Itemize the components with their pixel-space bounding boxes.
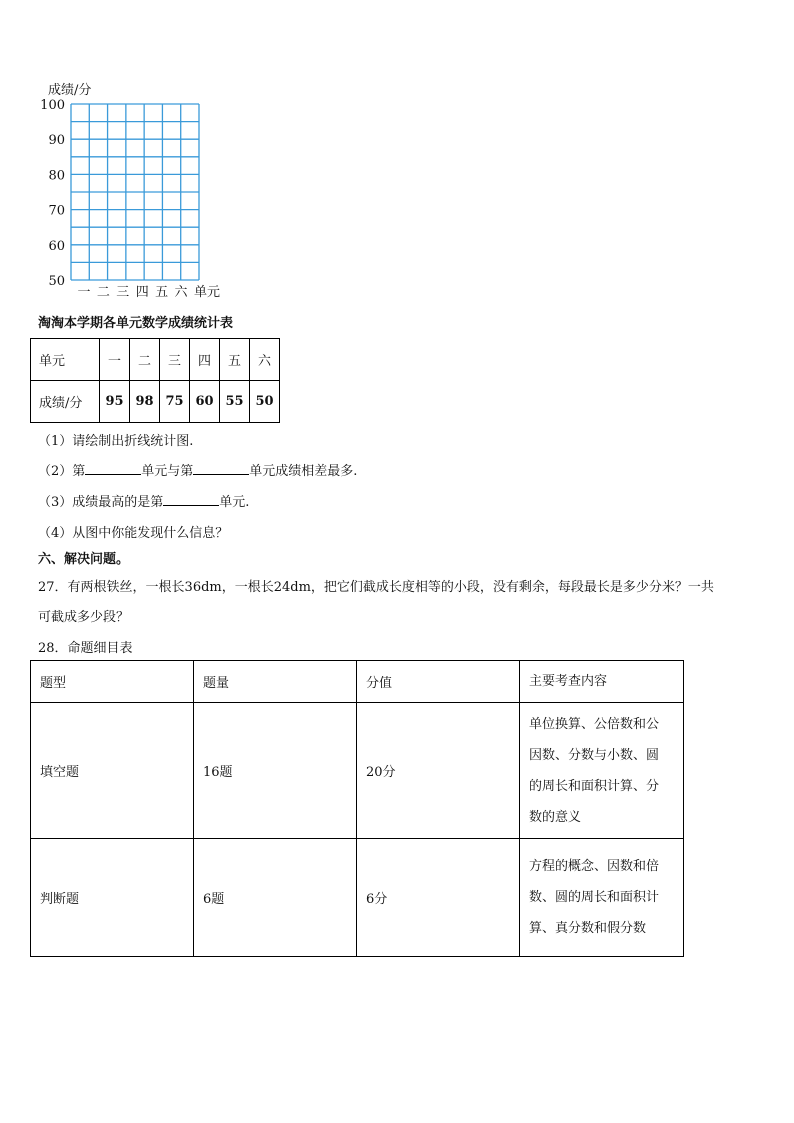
header-cell: 题量 <box>194 661 357 703</box>
unit-cell: 四 <box>190 339 220 381</box>
content-line: 算、真分数和假分数 <box>529 921 647 936</box>
table-row <box>31 703 684 839</box>
question-2-part-a: （2）第 <box>38 464 86 479</box>
table-row <box>31 839 684 957</box>
question-3-part-a: （3）成绩最高的是第 <box>38 495 164 510</box>
row-header-unit: 单元 <box>31 339 100 381</box>
content-cell <box>520 703 684 839</box>
unit-cell: 五 <box>220 339 250 381</box>
answer-blank[interactable] <box>85 462 141 475</box>
content-line: 方程的概念、因数和倍 <box>529 859 660 874</box>
content-cell <box>520 839 684 957</box>
question-3 <box>38 491 249 510</box>
question-2-part-c: 单元成绩相差最多. <box>249 464 358 479</box>
score-cell: 20分 <box>357 703 520 839</box>
x-tick-label: 三 <box>116 285 130 300</box>
y-tick-label: 70 <box>48 203 65 219</box>
score-cell: 98 <box>130 381 160 423</box>
content-line: 数、圆的周长和面积计 <box>529 890 660 905</box>
question-27-line-1: 27．有两根铁丝，一根长36dm，一根长24dm，把它们截成长度相等的小段，没有剩余，每段最长是多少分米？一共 <box>38 580 714 595</box>
x-tick-label: 二 <box>96 285 110 300</box>
score-cell: 50 <box>250 381 280 423</box>
count-cell: 16题 <box>194 703 357 839</box>
table-row <box>31 339 280 381</box>
section-heading: 六、解决问题。 <box>38 552 130 567</box>
table-row <box>31 381 280 423</box>
header-cell: 题型 <box>31 661 194 703</box>
x-tick-labels <box>77 285 188 300</box>
spec-table <box>30 660 684 957</box>
type-cell: 判断题 <box>31 839 194 957</box>
question-1: （1）请绘制出折线统计图. <box>38 434 194 449</box>
unit-cell: 一 <box>100 339 130 381</box>
x-tick-label: 四 <box>135 285 149 300</box>
answer-blank[interactable] <box>163 493 219 506</box>
unit-cell: 三 <box>160 339 190 381</box>
question-3-part-b: 单元. <box>219 495 250 510</box>
unit-cell: 六 <box>250 339 280 381</box>
score-cell: 75 <box>160 381 190 423</box>
y-axis-label: 成绩/分 <box>48 83 92 98</box>
y-tick-label: 60 <box>48 238 65 254</box>
score-cell: 6分 <box>357 839 520 957</box>
y-tick-label: 50 <box>48 274 65 289</box>
question-2-part-b: 单元与第 <box>141 464 194 479</box>
count-cell: 6题 <box>194 839 357 957</box>
x-tick-label: 一 <box>77 285 91 300</box>
score-cell: 55 <box>220 381 250 423</box>
question-4: （4）从图中你能发现什么信息？ <box>38 526 229 541</box>
table-row <box>31 661 684 703</box>
grid-lines <box>71 104 199 280</box>
answer-blank[interactable] <box>193 462 249 475</box>
y-tick-label: 90 <box>48 133 65 149</box>
x-tick-label: 五 <box>155 285 169 300</box>
unit-cell: 二 <box>130 339 160 381</box>
score-cell: 60 <box>190 381 220 423</box>
content-line: 单位换算、公倍数和公 <box>529 716 660 732</box>
content-line: 的周长和面积计算、分 <box>529 778 660 794</box>
question-27-line-2: 可截成多少段？ <box>38 610 130 625</box>
y-tick-label: 100 <box>40 98 65 113</box>
x-tick-label: 六 <box>174 285 188 300</box>
question-2 <box>38 460 357 479</box>
type-cell: 填空题 <box>31 703 194 839</box>
content-line: 数的意义 <box>529 809 582 825</box>
score-table <box>30 338 280 423</box>
y-tick-labels <box>40 98 65 289</box>
content-line: 因数、分数与小数、圆 <box>529 747 660 763</box>
header-cell: 主要考查内容 <box>520 661 684 703</box>
question-28-title: 28．命题细目表 <box>38 641 133 656</box>
x-axis-label: 单元 <box>194 285 221 300</box>
header-cell: 分值 <box>357 661 520 703</box>
table1-caption: 淘淘本学期各单元数学成绩统计表 <box>38 316 234 331</box>
score-grid-chart <box>0 0 260 310</box>
row-header-score: 成绩/分 <box>31 381 100 423</box>
y-tick-label: 80 <box>48 168 65 184</box>
score-cell: 95 <box>100 381 130 423</box>
